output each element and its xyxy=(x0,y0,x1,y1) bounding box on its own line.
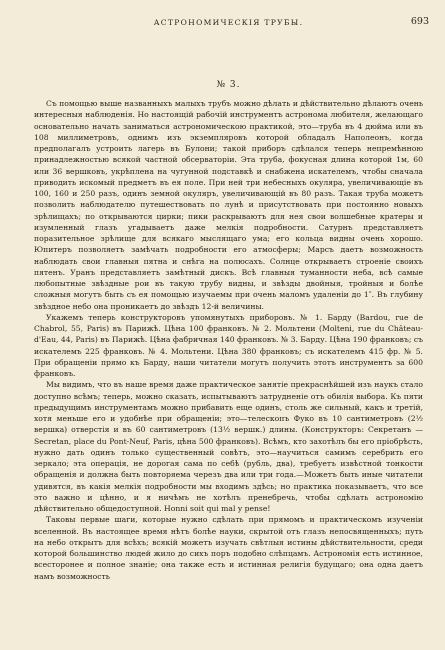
paragraph: Мы видимъ, что въ наше время даже практическое занятіе прекраснѣйшей изъ наукъ стало доступно всѣмъ; теперь, можно сказать, испытываютъ затрудненіе отъ обилія выбора. Къ пяти предыдущимъ инструментамъ можно прибавить еще одинъ, столь же сильный, какъ и третій, хотя меньше его и удобнѣе при обращеніи; это—телескопъ Фуко въ 10 сантиметровъ (2½ вершка) отверстія и въ 60 сантиметровъ (13½ вершк.) длины. (Конструкторъ: Секретанъ — Secretan, place du Pont-Neuf, Paris, цѣна 500 франковъ). Всѣмъ, кто захотѣлъ бы его пріобрѣсть, нужно дать одинъ только существенный совѣтъ, это—научиться самимъ серебрить его зеркало; эта операція, не дорогая сама по себѣ (рубль, два), требуетъ извѣстной тонкости обращенія и должна быть повторяема черезъ два или три года.—Можетъ быть иные читатели удивятся, въ какія мелкія подробности мы входимъ здѣсь; но практика показываетъ, что все это важно и цѣнно, и я ничѣмъ не хотѣлъ пренебречь, чтобы сдѣлать астрономію дѣйствительно общедоступной. Honni soit qui mal y pense! xyxy=(34,380,423,513)
running-title: АСТРОНОМИЧЕСКІЯ ТРУБЫ. xyxy=(153,18,304,27)
paragraph: Таковы первые шаги, которые нужно сдѣлать при прямомъ и практическомъ изученіи вселенной. Въ настоящее время нѣтъ болѣе науки, скрытой отъ глазъ непосвященныхъ; путь на небо открытъ для всѣхъ; всякій можетъ изучать свѣтлыя истины дѣйствительности, среди которой большинство людей жило до сихъ поръ подобно слѣпцамъ. Астрономія есть истинное, всесторонее и полное знаніе; она также есть и истинная религія будущаго; она одна даетъ намъ возможность xyxy=(34,515,423,581)
body-text xyxy=(34,98,423,582)
paragraph: Съ помощью выше названныхъ малыхъ трубъ можно дѣлать и дѣйствительно дѣлаютъ очень интересныя наблюденія. Но настоящій рабочій инструментъ астронома любителя, желающаго основательно начать заниматься астрономическою практикой, это—труба въ 4 дюйма или въ 108 миллиметровъ, однимъ изъ экземпляровъ которой обладалъ Наполеонъ, когда предполагалъ устроить лагерь въ Булони; такой приборъ сдѣлался теперь непремѣнною принадлежностью всякой частной обсерваторіи. Эта труба, фокусная длина которой 1м, 60 или 36 вершковъ, укрѣплена на чугунной подставкѣ и снабжена искателемъ, чтобы сначала приводить искомый предметъ въ ея поле. При ней три небесныхъ окуляра, увеличивающіе въ 100, 160 и 250 разъ, одинъ земной окуляръ, увеличивающій въ 80 разъ. Такая труба можетъ позволить наблюдателю путешествовать по лунѣ и присутствовать при постоянно новыхъ зрѣлищахъ; по открываются цирки; пики раскрываютъ для нея свои волшебные кратеры и изумленный глазъ угадываетъ даже мелкія подробности. Сатурнъ представляетъ поразительное зрѣлище для всякаго мыслящаго ума; его кольца видны очень хорошо. Юпитеръ позволяетъ замѣчать подробности его атмосферы; Марсъ даетъ возможность наблюдать свои главныя пятна и снѣга на полюсахъ. Солнце открываетъ строеніе своихъ пятенъ. Уранъ представляетъ замѣтный дискъ. Всѣ главныя туманности неба, всѣ самые любопытные звѣздные рои въ такую трубу видны, и звѣзды двойныя, тройныя и болѣе сложныя могутъ быть съ ея помощью изучаемы при очень маломъ удаленіи до 1″. Въ глубину звѣздное небо она проникаетъ до звѣздъ 12-й величины. xyxy=(34,99,423,311)
page-number: 693 xyxy=(410,16,429,27)
page-header xyxy=(34,16,429,30)
section-title: № 3. xyxy=(216,80,241,90)
paragraph: Укажемъ теперь конструкторовъ упомянутыхъ приборовъ. № 1. Барду (Bardou, rue de Chabrol, 55, Paris) въ Парижѣ. Цѣна 100 франковъ. № 2. Мольтени (Molteni, rue du Château-d'Eau, 44, Paris) въ Парижѣ. Цѣна фабричная 140 франковъ. № 3. Барду. Цѣна 190 франковъ; съ искателемъ 225 франковъ. № 4. Мольтени. Цѣна 380 франковъ; съ искателемъ 415 фр. № 5. При обращеніи прямо къ Барду, наши читатели могутъ получить этотъ инструментъ за 600 франковъ. xyxy=(34,312,423,378)
